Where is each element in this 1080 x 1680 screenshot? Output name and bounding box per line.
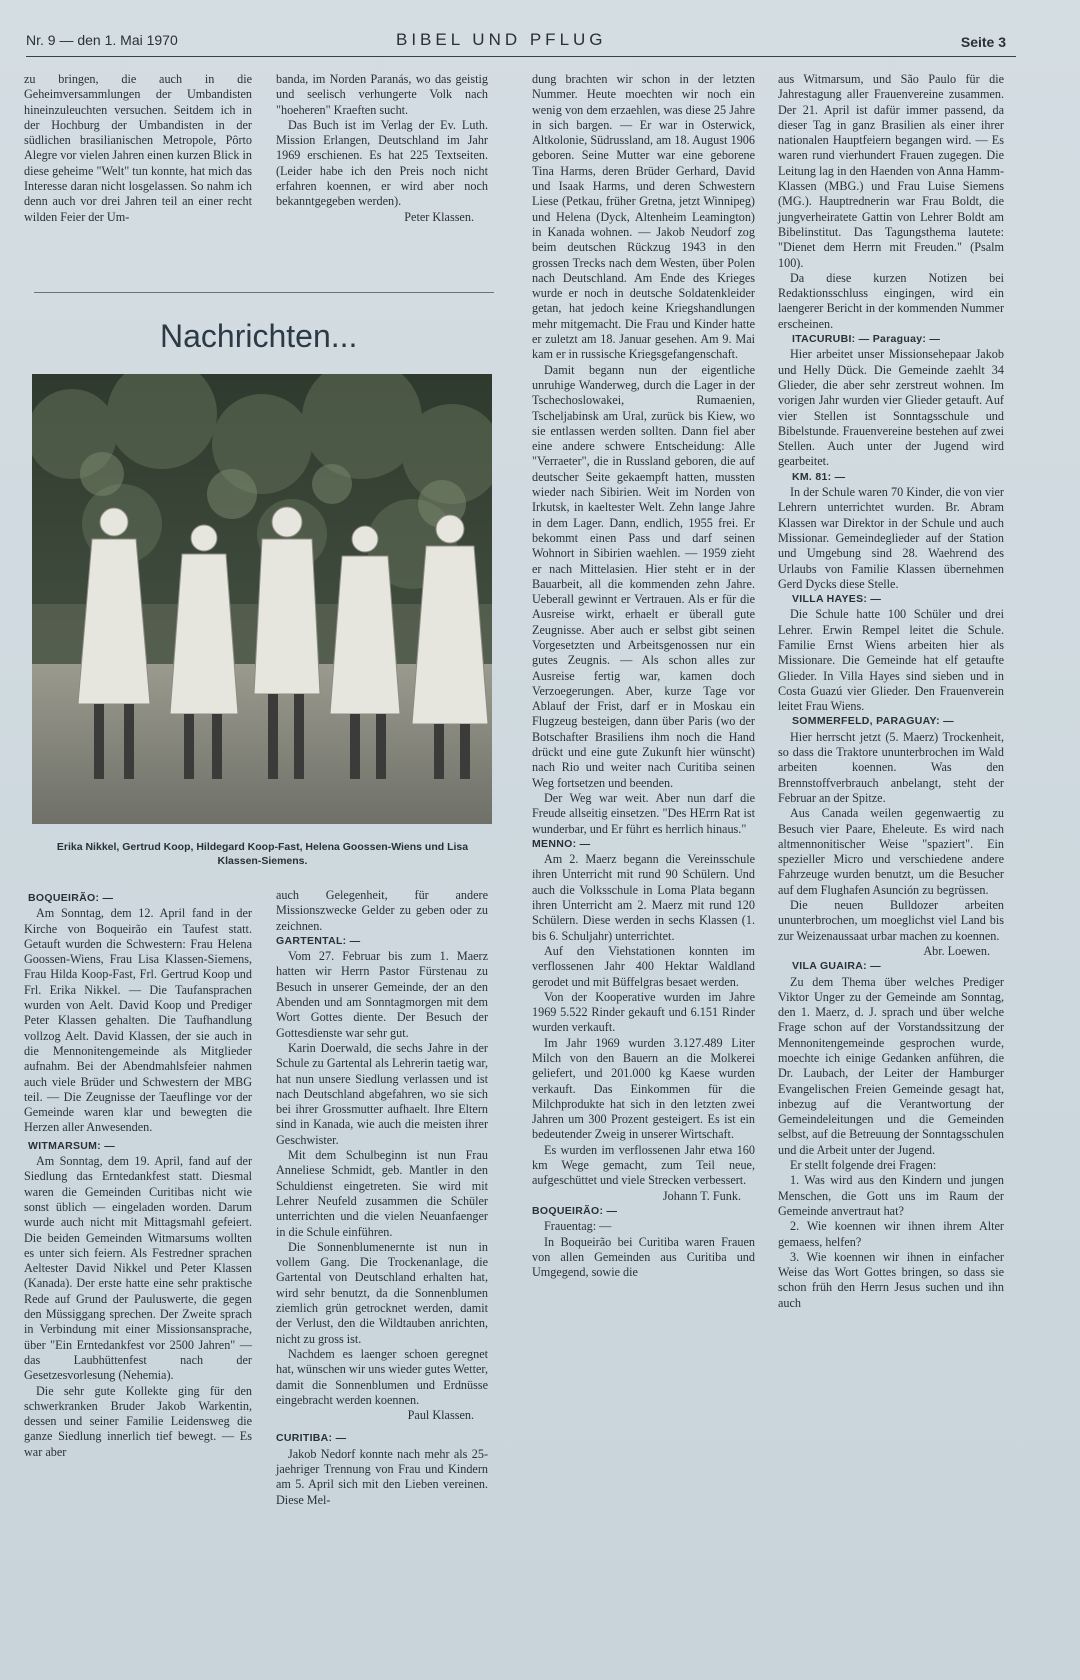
article-text: Die Sonnenblumenernte ist nun in vollem Gang. Die Trockenanlage, die Gartental von Deutschland erhalten hat, wird sehr benutzt, da die Sonnenblumen ziemlich grün getrocknet werden, damit der Verlust, den die Wildtauben anrichten, nicht zu gross ist. — [276, 1239, 488, 1346]
article-text: Auf den Viehstationen konnten im verflossenen Jahr 400 Hektar Waldland gerodet und mit Büffelgras besaet werden. — [532, 943, 755, 989]
article-text: Von der Kooperative wurden im Jahre 1969 5.522 Rinder gekauft und 6.151 Rinder wurden verkauft. — [532, 989, 755, 1035]
photo-illustration — [32, 374, 492, 824]
article-text: Da diese kurzen Notizen bei Redaktionsschluss eingingen, wird ein laengerer Bericht in der kommenden Nummer erscheinen. — [778, 270, 1004, 331]
article-text: Karin Doerwald, die sechs Jahre in der Schule zu Gartental als Lehrerin taetig war, hat nun unsere Siedlung verlassen und ist nach Deutschland abgefahren, wo sie sich bei ihrer Grossmutter aufhaelt. Ihre Eltern sind in Kanada, wie auch die meisten ihrer Geschwister. — [276, 1040, 488, 1147]
author-signature: Abr. Loewen. — [923, 943, 990, 958]
column-2-bottom — [276, 888, 488, 1508]
article-text: aus Witmarsum, und São Paulo für die Jahrestagung aller Frauenvereine zusammen. Der 21. April ist dafür immer passend, da dieser Tag in ganz Brasilien als einer ihrer nationalen Hauptfeiern begangen wird. — Es waren rund vierhundert Frauen zugegen. Die Leitung lag in den Haenden von Anna Hamm-Klassen (MBG.) und Frau Luise Siemens (MG.). Hauptrednerin war Frau Boldt, die jungverheiratete Gattin von Lehrer Boldt am Bibelinstitut. Das Tagungsthema lautete: "Dienet dem Herrn mit Freuden." (Psalm 100). — [778, 72, 1004, 270]
article-text: Das Buch ist im Verlag der Ev. Luth. Mission Erlangen, Deutschland im Jahr 1969 erschienen. Es hat 225 Textseiten. (Leider habe ich den Preis noch nicht erfahren koennen, er wird aber noch bekanntgegeben werden). — [276, 117, 488, 209]
article-text: Hier herrscht jetzt (5. Maerz) Trockenheit, so dass die Traktore ununterbrochen im Wald arbeiten koennen. Was den Brennstoffverbrauch anbelangt, steht der Februar an der Spitze. — [778, 729, 1004, 805]
section-headline: Nachrichten... — [160, 318, 358, 354]
article-text: Aus Canada weilen gegenwaertig zu Besuch vier Paare, Eheleute. Es wird nach altmennonitischer Weise "spaziert". Ein spezieller Micro und verschiedene andere Fahrzeuge wurden benutzt, um die Besucher auf dem Flughafen Asunción zu begrüssen. — [778, 806, 1004, 897]
section-heading-km81: KM. 81: — — [792, 470, 846, 483]
article-text: Mit dem Schulbeginn ist nun Frau Anneliese Schmidt, geb. Mantler in den Schuldienst eingetreten. Sie wird mit Lehrer Neufeld zusammen die Schüler unterrichten und die vielen Neuanfaenger in die Schule einführen. — [276, 1148, 488, 1239]
section-heading-menno: MENNO: — — [532, 837, 591, 850]
article-text: Zu dem Thema über welches Prediger Viktor Unger zu der Gemeinde am Sonntag, den 1. Maerz, d. J. sprach und über welche Frage schon auf der Vorstandssitzung der Mennonitengemeinde gesprochen wurde, moechte ich einige Gedanken anführen, die Dr. Laubach, der Leiter der Hamburger Evangelischen Freien Gemeinde gesagt hat, inbezug auf die Verantwortung der Gemeindeleitungen und die Gemeinden selbst, auf die Betreuung der Sonntagsschulen und die Arbeit unter der Jugend. — [778, 974, 1004, 1157]
section-divider — [34, 292, 494, 293]
section-heading-itacurubi: ITACURUBI: — Paraguay: — — [792, 333, 941, 346]
section-heading-villa-hayes: VILLA HAYES: — — [792, 593, 882, 606]
author-signature: Paul Klassen. — [407, 1408, 474, 1423]
column-4 — [778, 72, 1004, 1311]
article-text: In Boqueirão bei Curitiba waren Frauen von allen Gemeinden aus Curitiba und Umgegend, sowie die — [532, 1234, 755, 1280]
article-text: Hier arbeitet unser Missionsehepaar Jakob und Helly Dück. Die Gemeinde zaehlt 34 Glieder, die aber sehr zerstreut wohnen. Im vorigen Jahr wurden vier Glieder getauft. Auf vier Stellen ist Sonntagsschule und Bibelstunde. Frauenvereine bestehen auf zwei Stellen. Auch unter der Jugend wird gearbeitet. — [778, 347, 1004, 469]
header-rule — [26, 56, 1016, 57]
article-text: 3. Wie koennen wir ihnen in einfacher Weise das Wort Gottes bringen, so dass sie schon früh den Herrn Jesus suchen und ihn auch — [778, 1249, 1004, 1310]
section-heading-boqueirao: BOQUEIRÃO: — — [28, 892, 114, 904]
article-text: 1. Was wird aus den Kindern und jungen Menschen, die Gott uns im Raum der Gemeinde anvertraut hat? — [778, 1173, 1004, 1218]
column-3 — [532, 72, 755, 1280]
section-heading-sommerfeld: SOMMERFELD, PARAGUAY: — — [792, 715, 954, 728]
article-text: Es wurden im verflossenen Jahr etwa 160 km Wege gemacht, zum Teil neue, aufgeschüttet und viele Strecken verbessert. — [532, 1142, 755, 1188]
article-text: dung brachten wir schon in der letzten Nummer. Heute moechten wir noch ein wenig von dem erzaehlen, was diese 25 Jahre in sich bargen. — Er war in Osterwick, Altkolonie, Südrussland, am 18. August 1906 geboren. Seine Mutter war eine geborene Tina Harms, deren Brüder Gerhard, David und Isaak Harms, und deren Schwestern Liese (Petkau, früher Gretna, jetzt Winnipeg) und Helena (Dyck, Altenheim Leamington) in Kanada wohnen. — Jakob Neudorf zog beim deutschen Rückzug 1943 in den grossen Trecks nach dem Westen, über Polen nach Deutschland. Am Ende des Krieges wurde er noch in deutsche Soldatenkleider getan, hat jedoch keine Kriegshandlungen mehr mitgemacht. Die Frau und Kinder hatte er zuletzt am 18. Januar gesehen. Am 9. Mai kam er in russische Kriegsgefangenschaft. — [532, 72, 755, 362]
author-signature: Peter Klassen. — [404, 209, 474, 224]
article-text: Nachdem es laenger schoen geregnet hat, wünschen wir uns wieder gutes Wetter, damit die Sonnenblumen und Erdnüsse eingebracht werden koennen. — [276, 1346, 488, 1407]
article-text: zu bringen, die auch in die Geheimversammlungen der Umbandisten hineinzuleuchten versuchen. Seitdem ich in der Hochburg der Umbandisten in der südlichen brasilianischen Metropole, Pôrto Alegre vor vielen Jahren einen kurzen Blick in diese geheime "Welt" tun konnte, hat mich das Interesse daran nicht losgelassen. So nahm ich denn auch vor drei Jahren teil an einer recht wilden Feier der Um- — [24, 72, 252, 224]
section-heading-gartental: GARTENTAL: — — [276, 934, 361, 947]
article-text: Jakob Nedorf konnte nach mehr als 25-jaehriger Trennung von Frau und Kindern am 5. April sich mit den Lieben vereinen. Diese Mel- — [276, 1446, 488, 1507]
article-text: Die Schule hatte 100 Schüler und drei Lehrer. Erwin Rempel leitet die Schule. Familie Ernst Wiens arbeiten hier als Missionare. Die Gemeinde hat elf getaufte Glieder. In Villa Hayes sind sieben und in Costa Guazú vier Glieder. Den Frauenverein leitet Frau Wiens. — [778, 607, 1004, 714]
article-text: Am 2. Maerz begann die Vereinsschule ihren Unterricht mit rund 90 Schülern. Und auch die Volksschule in Loma Plata begann ihren Unterricht am 2. Maerz mit rund 120 Schülern. Diese werden in sechs Klassen (1. bis 6. Schuljahr) unterrichtet. — [532, 852, 755, 943]
author-signature: Johann T. Funk. — [662, 1188, 741, 1203]
article-text: Er stellt folgende drei Fragen: — [790, 1158, 937, 1173]
article-text: Am Sonntag, dem 12. April fand in der Kirche von Boqueirão ein Taufest statt. Getauft wurden die Schwestern: Frau Helena Goossen-Wiens, Frau Lisa Klassen-Siemens, Frau Hilda Koop-Fast, Frl. Gertrud Koop und Frl. Erika Nikkel. — Die Taufansprachen wurden von Aelt. David Koop und Prediger Peter Klassen gehalten. Die Taufhandlung vollzog Aelt. David Klassen, der sie auch in die Mennonitengemeinde als Mitglieder aufnahm. Bei der Abendmahlsfeier nahmen auch viele Brüder und Schwestern der MBG teil. — Die Zeugnisse der Taeuflinge vor der Gemeinde waren klar und bewegten die Herzen aller Anwesenden. — [24, 906, 252, 1135]
group-photo — [32, 374, 492, 824]
section-heading-vila-guaira: VILA GUAIRA: — — [792, 960, 881, 973]
article-text: Die sehr gute Kollekte ging für den schwerkranken Bruder Jakob Warkentin, dessen und seiner Familie Leidensweg die ganze Siedlung innerlich tief bewegt. — Es war aber — [24, 1383, 252, 1459]
article-text: Der Weg war weit. Aber nun darf die Freude allseitig einsetzen. "Des HErrn Rat ist wunderbar, und Er führt es herrlich hinaus." — [532, 790, 755, 836]
issue-date: Nr. 9 — den 1. Mai 1970 — [26, 32, 178, 48]
article-text: In der Schule waren 70 Kinder, die von vier Lehrern unterrichtet wurden. Br. Abram Klassen war Direktor in der Schule und auch Missionar. Gemeindeglieder auf der Station und Umgebung sind 28. Waehrend des Urlaubs von Familie Klassen übernehmen Gerd Dycks diese Stelle. — [778, 485, 1004, 591]
article-text: Am Sonntag, dem 19. April, fand auf der Siedlung das Erntedankfest statt. Diesmal waren die Gemeinden Curitibas nicht wie sonst üblich — eingeladen worden. Darum wurde auch nicht mit Mittagsmahl gefeiert. Die beiden Gemeinden Witmarsums wollten es unter sich feiern. Als Festredner sprachen Aeltester David Nikkel und Peter Klassen (Kanada). Der erste hatte eine sehr praktische Rede auf Grund der Pauluswerte, die gegen den Müssiggang sprechen. Der Zweite sprach in Verbindung mit einer Missionsansprache, über "Ein Erntedankfest vor 2500 Jahren" — das Laubhüttenfest nach der Gesetzesvorlesung (Nehemia). — [24, 1154, 252, 1383]
section-heading-witmarsum: WITMARSUM: — — [28, 1139, 115, 1152]
article-text: Frauentag: — — [544, 1219, 612, 1234]
article-text: 2. Wie koennen wir ihnen ihrem Alter gemaess, helfen? — [778, 1219, 1004, 1249]
article-text: Damit begann nun der eigentliche unruhige Wanderweg, durch die Lager in der Tschechoslowakei, Rumaenien, Tscheljabinsk am Ural, zurück bis Kiew, wo sie entlassen werden sollten. Dann fiel aber eine andere schwere Entscheidung: Alle "Verraeter", die in Russland geboren, die auf deutscher Seite gekaempft hatten, mussten wieder nach Sibirien. Weit im Norden von Irkutsk, in kaeltester Welt. Zehn lange Jahre in dem Lager. Dann, endlich, 1955 frei. Er bekommt einen Pass und darf seinen Wohnort in Sibirien waehlen. — 1959 zieht er nach Mittelasien. Hier steht er in der Bauarbeit, all die kommenden zehn Jahre. Ueberall gewinnt er Vertrauen. Als er für die Ausreise wirkt, erhaelt er überall gute Zeugnisse. Aber auch er selbst gibt seinen Vorgesetzten und Arbeitsgenossen nur ein gutes Zeugnis. — Als schon alles zur Ausreise fertig war, kamen doch Verzoegerungen. Aber, kurze Tage vor Ablauf der Frist, darf er in Moskau ein Flugzeug besteigen, dann über Paris (wo der Botschafter Brasiliens ihm noch die Hand drückt und eine gute Zukunft hier wünscht) nach Rio und weiter nach Curitiba seinen Weg fortsetzen und beenden. — [532, 362, 755, 790]
article-text: auch Gelegenheit, für andere Missionszwecke Gelder zu geben oder zu zeichnen. — [276, 888, 488, 933]
column-2-top — [276, 72, 488, 225]
article-text: Vom 27. Februar bis zum 1. Maerz hatten wir Herrn Pastor Fürstenau zu Besuch in unserer Gemeinde, der an den Abenden und am Sonntagmorgen mit dem Wort Gottes diente. Der Besuch der Gottesdienste war sehr gut. — [276, 949, 488, 1040]
section-heading-boqueirao-2: BOQUEIRÃO: — — [532, 1204, 618, 1217]
page-header — [26, 28, 1006, 58]
page-number: Seite 3 — [960, 34, 1006, 50]
masthead-title: BIBEL UND PFLUG — [396, 30, 607, 49]
photo-caption: Erika Nikkel, Gertrud Koop, Hildegard Koop-Fast, Helena Goossen-Wiens und Lisa Klassen-Siemens. — [56, 841, 469, 867]
section-heading-curitiba: CURITIBA: — — [276, 1432, 347, 1445]
article-text: Die neuen Bulldozer arbeiten ununterbrochen, um moeglichst viel Land bis zur Weizenaussaat urbar machen zu koennen. — [778, 898, 1004, 943]
column-1-top — [24, 72, 252, 225]
column-1-bottom — [24, 888, 252, 1460]
article-text: Im Jahr 1969 wurden 3.127.489 Liter Milch von den Bauern an die Molkerei geliefert, und 201.000 kg Kaese wurden verkauft. Das Einkommen für die Milchprodukte hat sich in den letzten zwei Jahren um 300 Prozent gesteigert. Es ist ein bedeutender Zweig in unserer Wirtschaft. — [532, 1035, 755, 1142]
article-text: banda, im Norden Paranás, wo das geistig und seelisch verhungerte Volk nach "hoeheren" Kraeften sucht. — [276, 72, 488, 117]
